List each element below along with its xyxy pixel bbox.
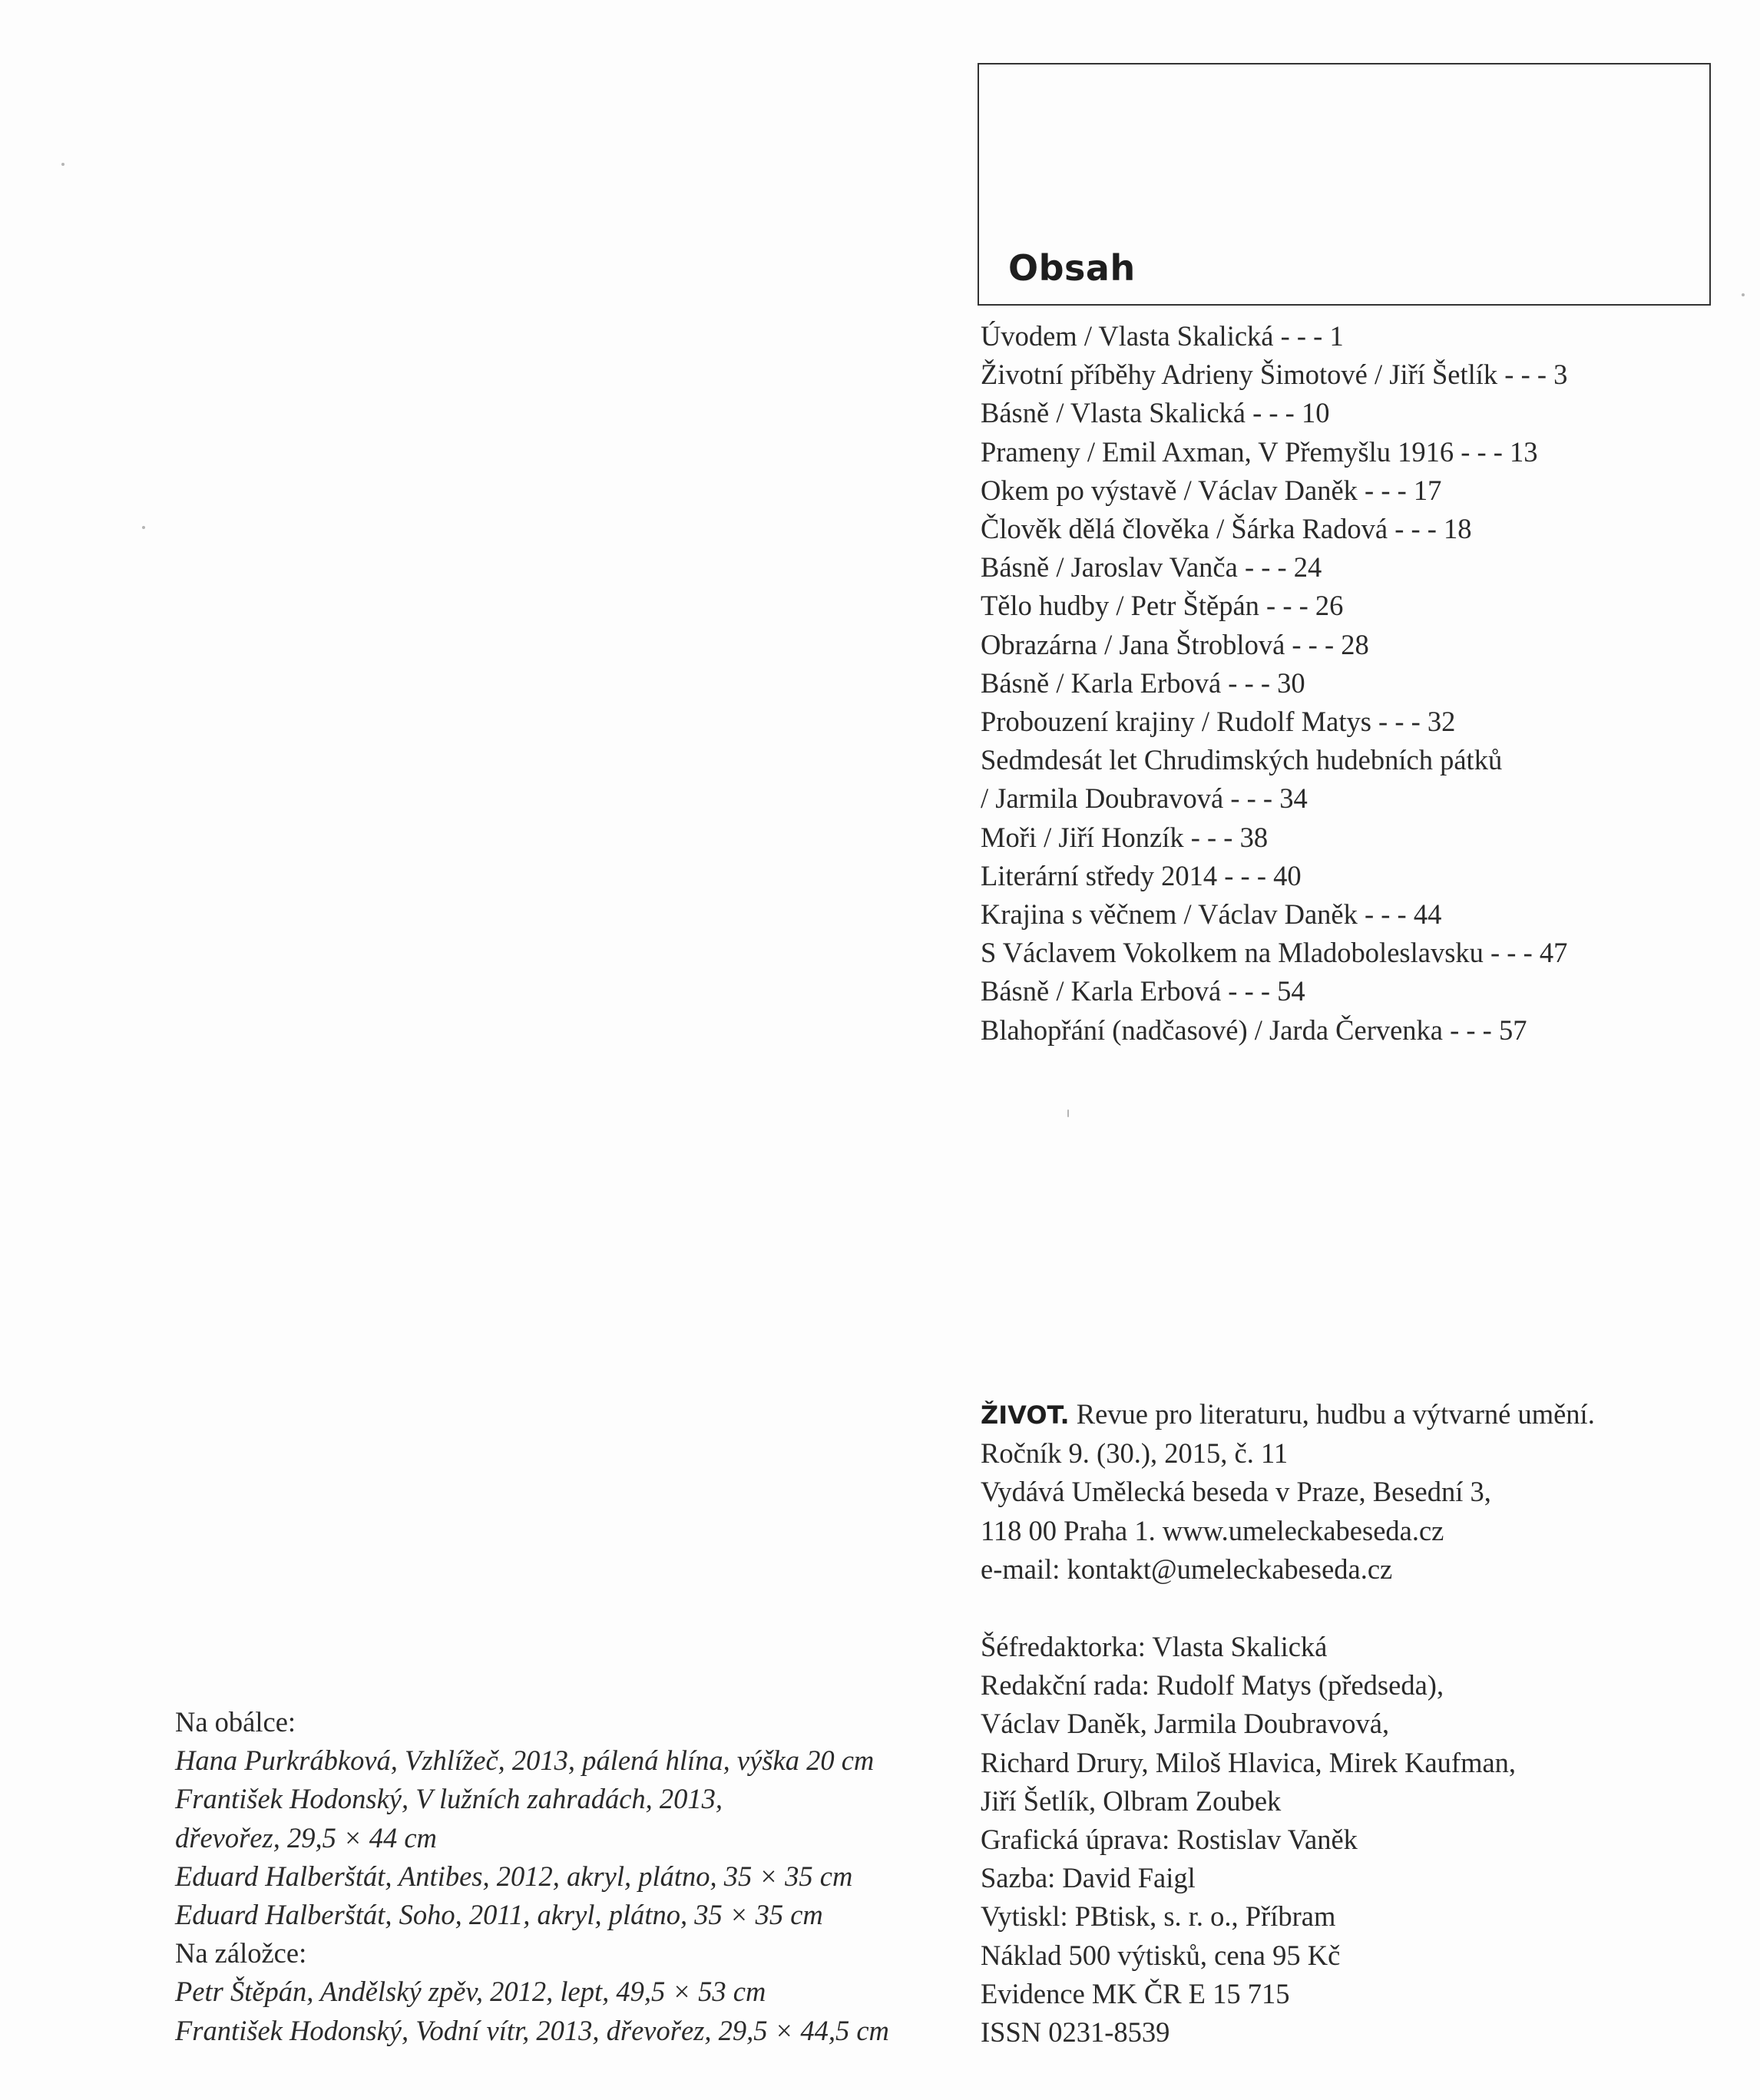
- toc-entry: Literární středy 2014 - - - 40: [981, 859, 1302, 891]
- toc-entry: Krajina s věčnem / Václav Daněk - - - 44: [981, 898, 1442, 931]
- table-of-contents: [981, 317, 1718, 1050]
- toc-entry: Básně / Karla Erbová - - - 30: [981, 666, 1305, 699]
- staff-line: Václav Daněk, Jarmila Doubravová,: [981, 1708, 1390, 1740]
- imprint-title-line: [981, 1395, 1718, 1434]
- toc-entry: Blahopřání (nadčasové) / Jarda Červenka - - - 57: [981, 1014, 1527, 1046]
- toc-entry: Úvodem / Vlasta Skalická - - - 1: [981, 320, 1344, 352]
- staff-line: Redakční rada: Rudolf Matys (předseda),: [981, 1669, 1444, 1701]
- toc-entry: Básně / Jaroslav Vanča - - - 24: [981, 551, 1322, 584]
- staff-line: ISSN 0231-8539: [981, 2016, 1170, 2049]
- toc-entry: S Václavem Vokolkem na Mladoboleslavsku - - - 47: [981, 937, 1568, 969]
- scan-speck: [142, 526, 145, 529]
- toc-entry: Prameny / Emil Axman, V Přemyšlu 1916 - - - 13: [981, 435, 1538, 468]
- contents-heading: Obsah: [1008, 247, 1136, 289]
- cover-heading: Na obálce:: [175, 1706, 296, 1738]
- toc-entry: Básně / Vlasta Skalická - - - 10: [981, 397, 1330, 429]
- toc-entry: / Jarmila Doubravová - - - 34: [981, 782, 1308, 815]
- staff-line: Šéfredaktorka: Vlasta Skalická: [981, 1631, 1328, 1662]
- toc-entry: Okem po výstavě / Václav Daněk - - - 17: [981, 474, 1442, 506]
- cover-credits-block: [175, 1703, 943, 2050]
- contents-heading-box: [978, 63, 1711, 306]
- cover-credit-item: Eduard Halberštát, Antibes, 2012, akryl, plátno, 35 × 35 cm: [175, 1860, 853, 1892]
- toc-entry: Moři / Jiří Honzík - - - 38: [981, 821, 1269, 853]
- imprint-line: Vydává Umělecká beseda v Praze, Besední 3,: [981, 1476, 1491, 1508]
- imprint-line: 118 00 Praha 1. www.umeleckabeseda.cz: [981, 1514, 1444, 1546]
- staff-line: Grafická úprava: Rostislav Vaněk: [981, 1824, 1358, 1856]
- magazine-name: ŽIVOT.: [981, 1401, 1070, 1430]
- cover-credit-item: Eduard Halberštát, Soho, 2011, akryl, plátno, 35 × 35 cm: [175, 1899, 823, 1931]
- imprint-block: [981, 1395, 1718, 1589]
- bookmark-credit-item: František Hodonský, Vodní vítr, 2013, dřevořez, 29,5 × 44,5 cm: [175, 2014, 889, 2046]
- toc-entry: Básně / Karla Erbová - - - 54: [981, 975, 1305, 1007]
- editorial-staff-block: [981, 1628, 1718, 2052]
- staff-line: Vytiskl: PBtisk, s. r. o., Příbram: [981, 1900, 1336, 1933]
- staff-line: Jiří Šetlík, Olbram Zoubek: [981, 1784, 1282, 1817]
- staff-line: Náklad 500 výtisků, cena 95 Kč: [981, 1939, 1341, 1971]
- toc-entry: Sedmdesát let Chrudimských hudebních pátků: [981, 744, 1503, 776]
- bookmark-credit-item: Petr Štěpán, Andělský zpěv, 2012, lept, 49,5 × 53 cm: [175, 1976, 766, 2008]
- toc-entry: Obrazárna / Jana Štroblová - - - 28: [981, 628, 1369, 660]
- bookmark-heading: Na záložce:: [175, 1937, 307, 1969]
- imprint-line: Ročník 9. (30.), 2015, č. 11: [981, 1437, 1289, 1470]
- scan-speck: [1742, 293, 1745, 296]
- magazine-tagline: Revue pro literaturu, hudbu a výtvarné umění.: [1076, 1398, 1595, 1430]
- scan-speck: [1067, 1110, 1069, 1117]
- toc-entry: Životní příběhy Adrieny Šimotové / Jiří Šetlík - - - 3: [981, 359, 1568, 391]
- toc-entry: Tělo hudby / Petr Štěpán - - - 26: [981, 590, 1344, 622]
- staff-line: Sazba: David Faigl: [981, 1862, 1196, 1894]
- staff-line: Richard Drury, Miloš Hlavica, Mirek Kaufman,: [981, 1746, 1517, 1778]
- staff-line: Evidence MK ČR E 15 715: [981, 1977, 1290, 2009]
- toc-entry: Probouzení krajiny / Rudolf Matys - - - 32: [981, 706, 1456, 738]
- cover-credit-item: František Hodonský, V lužních zahradách, 2013,: [175, 1783, 723, 1815]
- toc-entry: Člověk dělá člověka / Šárka Radová - - - 18: [981, 513, 1472, 545]
- imprint-line: e-mail: kontakt@umeleckabeseda.cz: [981, 1553, 1393, 1585]
- scan-speck: [61, 163, 65, 166]
- cover-credit-item: Hana Purkrábková, Vzhlížeč, 2013, pálená hlína, výška 20 cm: [175, 1744, 875, 1777]
- cover-credit-item: dřevořez, 29,5 × 44 cm: [175, 1821, 437, 1854]
